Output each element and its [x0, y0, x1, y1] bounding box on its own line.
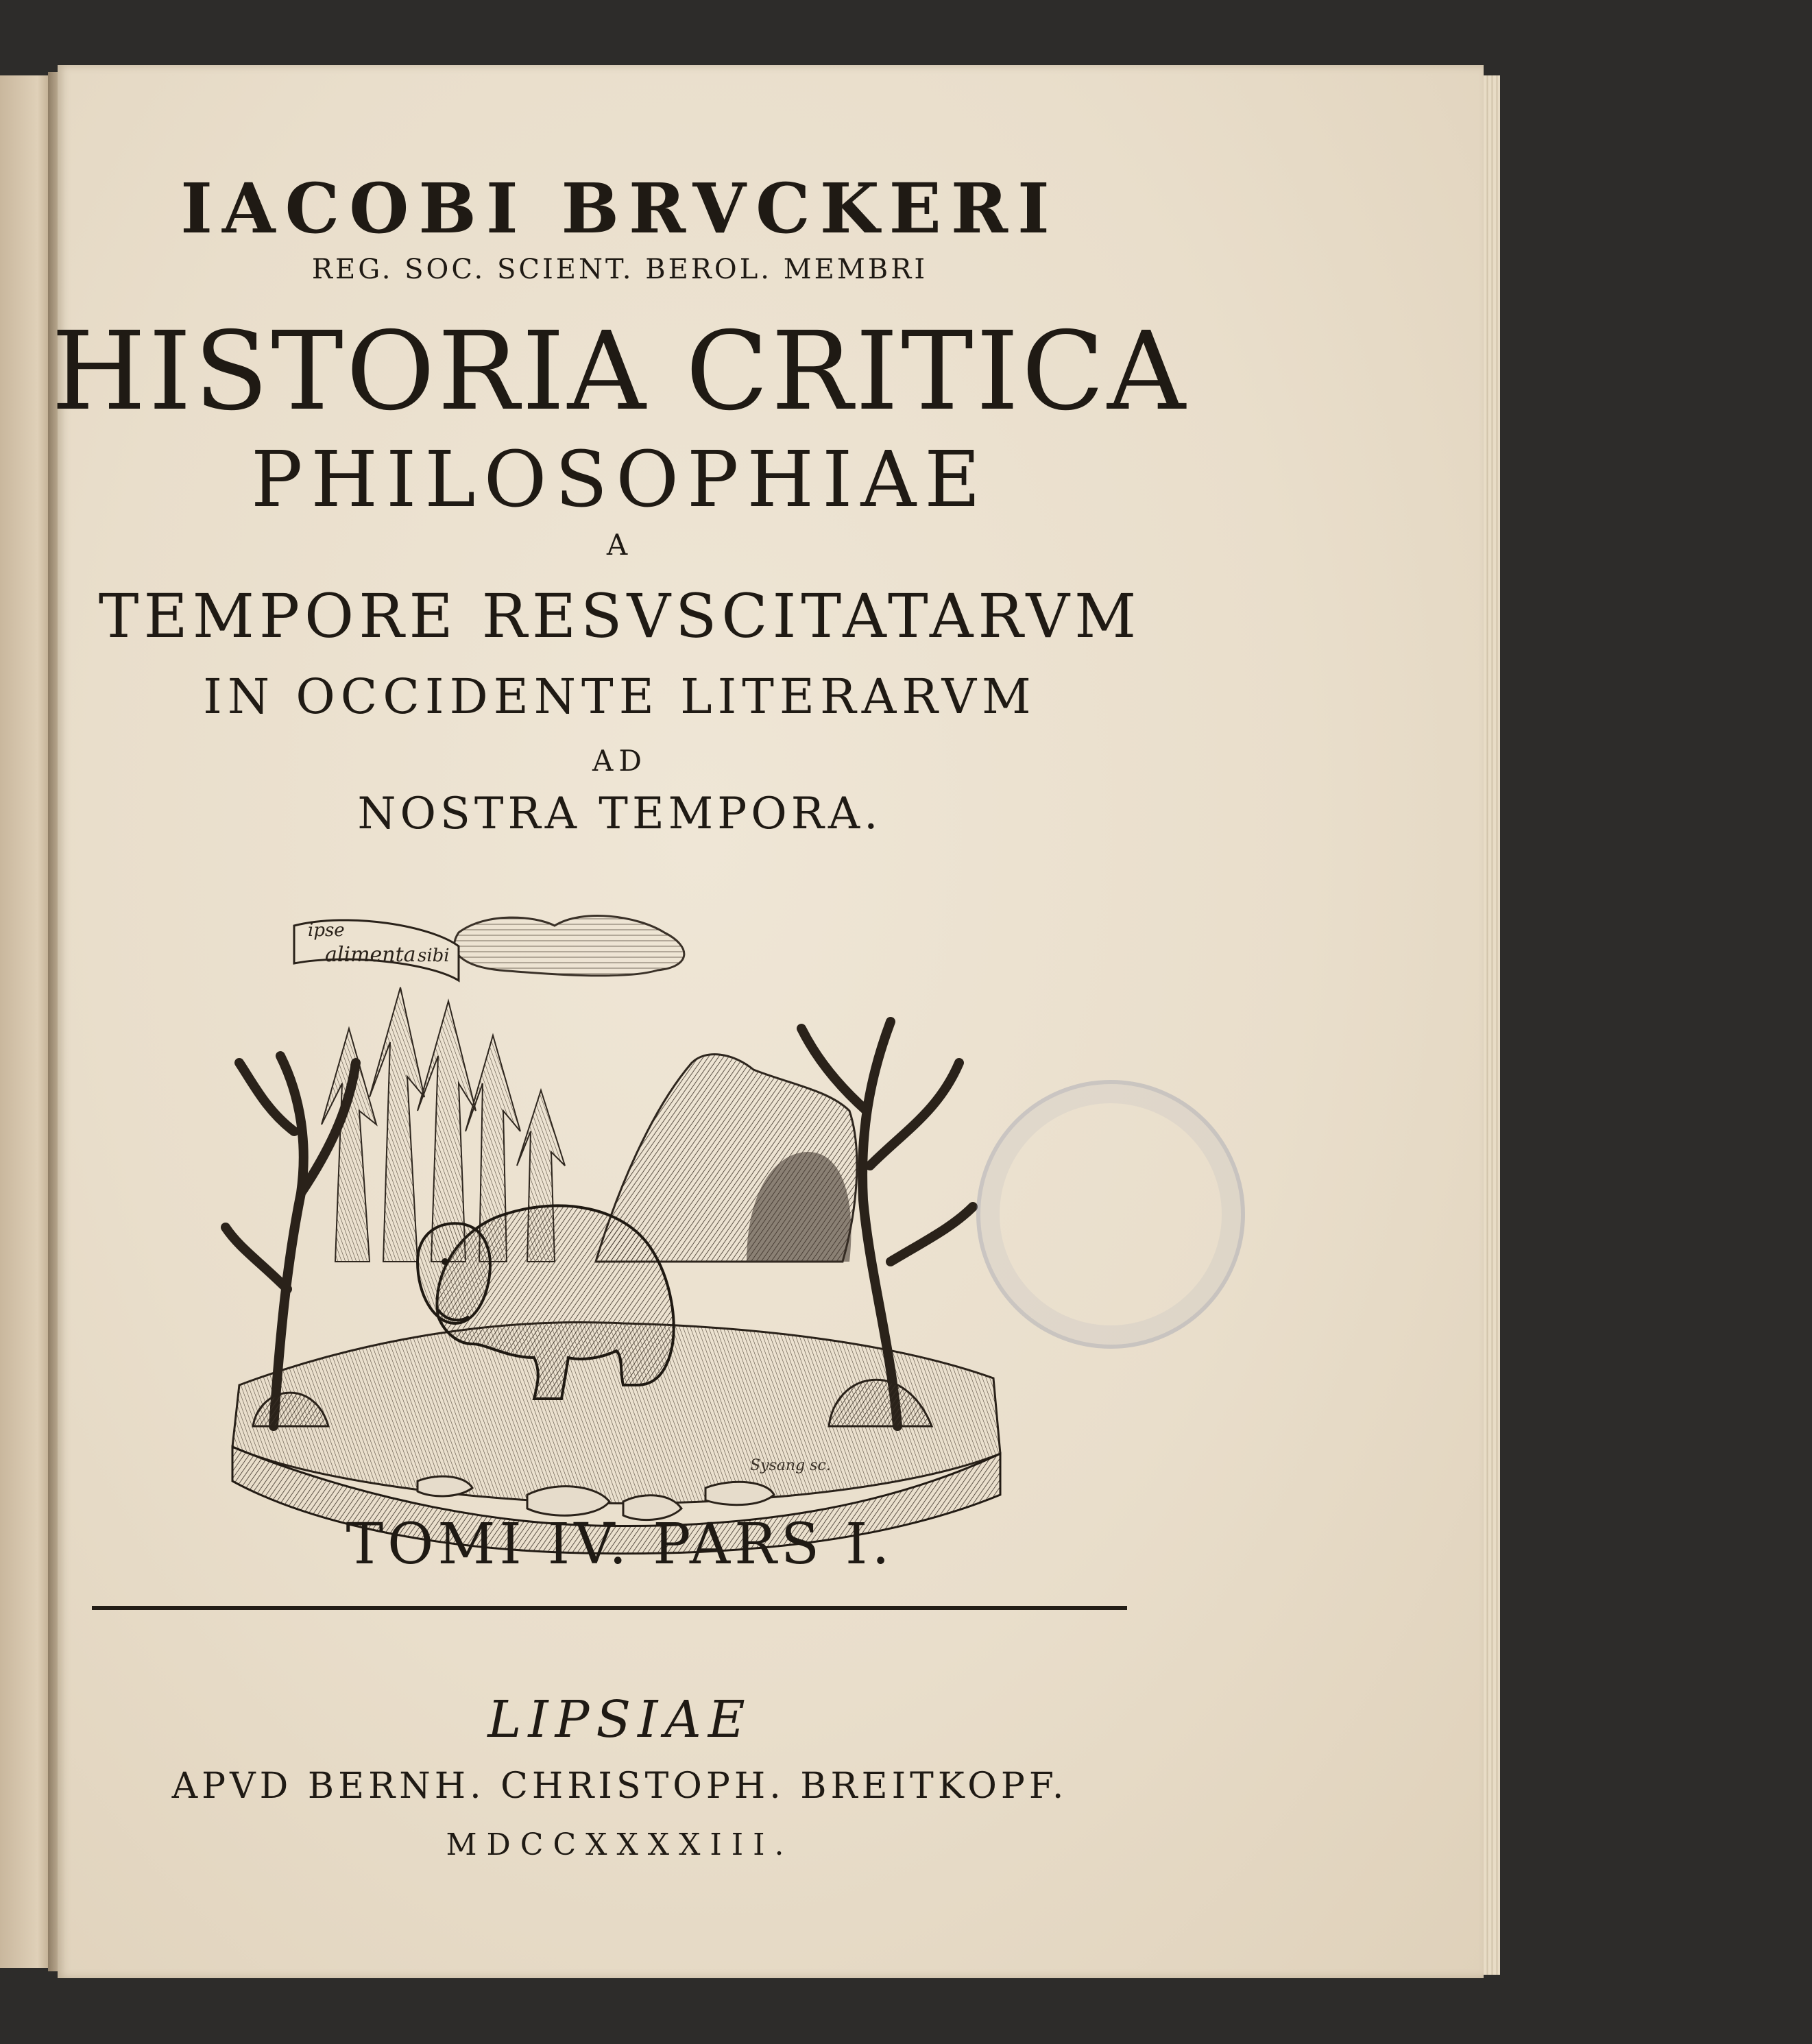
preposition-ad: AD: [592, 744, 647, 778]
title-line-2: PHILOSOPHIAE: [251, 435, 989, 525]
imprint-year: MDCCXXXXIII.: [446, 1827, 794, 1862]
author-name: IACOBI BRVCKERI: [180, 168, 1059, 249]
motto-word-2: alimenta: [325, 943, 416, 967]
volume-label: TOMI IV. PARS I.: [346, 1512, 894, 1577]
bear-engraving-vignette: [212, 905, 1021, 1567]
preposition-a: A: [606, 528, 633, 562]
motto-word-3: sibi: [418, 946, 450, 966]
imprint-place: LIPSIAE: [487, 1690, 752, 1749]
author-membership: REG. SOC. SCIENT. BEROL. MEMBRI: [311, 254, 928, 285]
subtitle-line-3: NOSTRA TEMPORA.: [357, 789, 882, 839]
horizontal-rule: [92, 1606, 1127, 1610]
imprint-printer: APVD BERNH. CHRISTOPH. BREITKOPF.: [171, 1766, 1068, 1807]
subtitle-line-2: IN OCCIDENTE LITERARVM: [203, 669, 1037, 725]
title-line-1: HISTORIA CRITICA: [51, 309, 1189, 435]
engraver-signature: Sysang sc.: [750, 1457, 831, 1474]
subtitle-line-1: TEMPORE RESVSCITATARVM: [98, 581, 1141, 651]
library-stamp: [976, 1080, 1245, 1349]
title-page: [51, 65, 1484, 1978]
motto-word-1: ipse: [308, 920, 345, 941]
